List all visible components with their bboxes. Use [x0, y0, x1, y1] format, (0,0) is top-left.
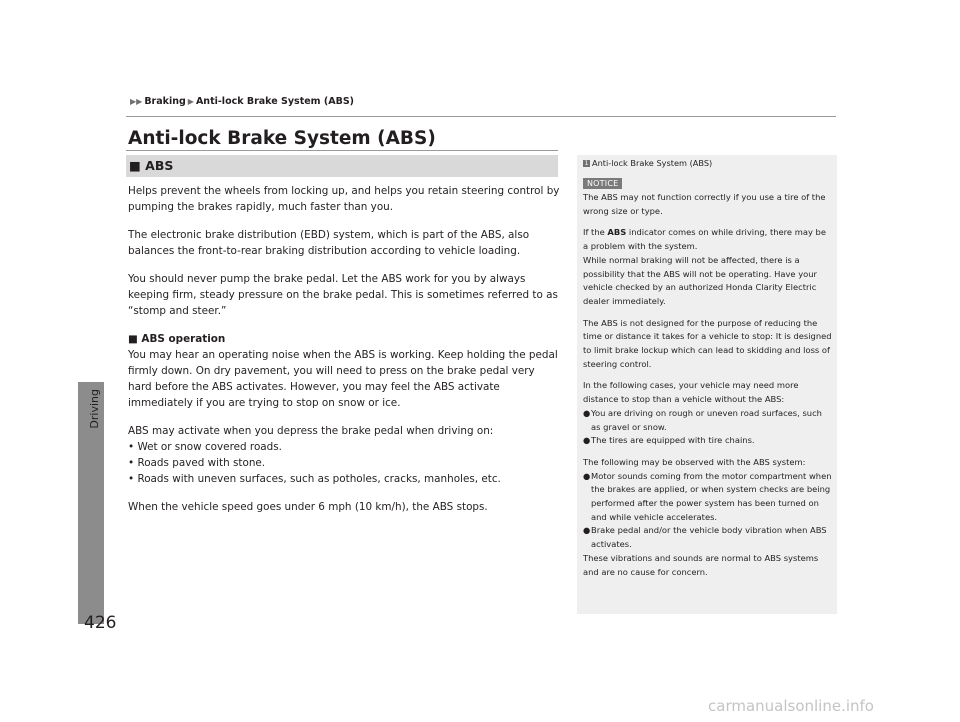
list-item: ● The tires are equipped with tire chains. — [583, 435, 755, 446]
main-content — [128, 183, 560, 515]
header-divider — [126, 116, 836, 117]
list-item: ● You are driving on rough or uneven road surfaces, such as gravel or snow. — [583, 407, 822, 432]
side-note-header: 1 Anti-lock Brake System (ABS) — [584, 158, 713, 168]
breadcrumb — [128, 96, 354, 107]
section-heading-bar — [126, 155, 558, 177]
note-text: These vibrations and sounds are normal to ABS systems and are no cause for concern. — [583, 552, 819, 577]
note-text: In the following cases, your vehicle may need more distance to stop than a vehicle without the ABS: — [583, 380, 799, 405]
list-item: • Wet or snow covered roads. — [128, 441, 282, 453]
page-title: Anti-lock Brake System (ABS) — [128, 128, 436, 149]
note-text: The ABS may not function correctly if you use a tire of the wrong size or type. — [583, 192, 826, 216]
watermark: carmanualsonline.info — [708, 697, 874, 715]
paragraph: When the vehicle speed goes under 6 mph (10 km/h), the ABS stops. — [128, 501, 488, 513]
subsection-heading: ■ ABS operation — [128, 333, 226, 345]
note-text: If the ABS indicator comes on while driving, there may be a problem with the system. — [583, 227, 826, 252]
breadcrumb-item-abs[interactable]: Anti-lock Brake System (ABS) — [195, 96, 354, 107]
list-item: • Roads paved with stone. — [128, 457, 266, 469]
breadcrumb-item-braking[interactable]: Braking — [144, 96, 186, 107]
title-divider — [126, 150, 558, 151]
paragraph: Helps prevent the wheels from locking up, and helps you retain steering control by pumping the brakes rapidly, much faster than you. — [128, 185, 560, 213]
paragraph: ABS may activate when you depress the brake pedal when driving on: — [128, 425, 494, 437]
section-label: ABS — [145, 158, 174, 173]
chevron-right-icon: ▶ — [187, 97, 194, 106]
page-number: 426 — [84, 613, 117, 633]
note-text: The ABS is not designed for the purpose of reducing the time or distance it takes for a vehicle to stop: It is designed to limit brake lockup which can lead to skidding and loss of steering control. — [583, 317, 832, 369]
reference-marker-icon: 1 — [584, 160, 589, 167]
section-heading — [129, 158, 173, 173]
notice-badge: NOTICE — [583, 178, 622, 189]
paragraph: You should never pump the brake pedal. Let the ABS work for you by always keeping firm, steady pressure on the brake pedal. This is sometimes referred to as “stomp and steer.” — [128, 273, 558, 317]
chevron-right-icon: ▶▶ — [130, 97, 143, 106]
paragraph: The electronic brake distribution (EBD) system, which is part of the ABS, also balances the front-to-rear braking distribution according to vehicle loading. — [128, 229, 530, 257]
note-text: The following may be observed with the ABS system: — [583, 456, 806, 467]
note-text: While normal braking will not be affected, there is a possibility that the ABS will not be operating. Have your vehicle checked by an authorized Honda Clarity Electric dealer immediately. — [583, 254, 817, 306]
list-item: • Roads with uneven surfaces, such as potholes, cracks, manholes, etc. — [128, 473, 501, 485]
sidebar-label: Driving — [88, 389, 101, 429]
side-note-content — [583, 191, 833, 579]
list-item: ● Brake pedal and/or the vehicle body vibration when ABS activates. — [583, 525, 827, 550]
section-marker: ■ — [129, 158, 141, 173]
list-item: ● Motor sounds coming from the motor compartment when the brakes are applied, or when system checks are being performed after the power system has been turned on and while vehicle accelerates. — [583, 470, 832, 522]
paragraph: You may hear an operating noise when the ABS is working. Keep holding the pedal firmly down. On dry pavement, you will need to press on the brake pedal very hard before the ABS activates. However, you may feel the ABS activate immediately if you are trying to stop on snow or ice. — [128, 349, 558, 409]
